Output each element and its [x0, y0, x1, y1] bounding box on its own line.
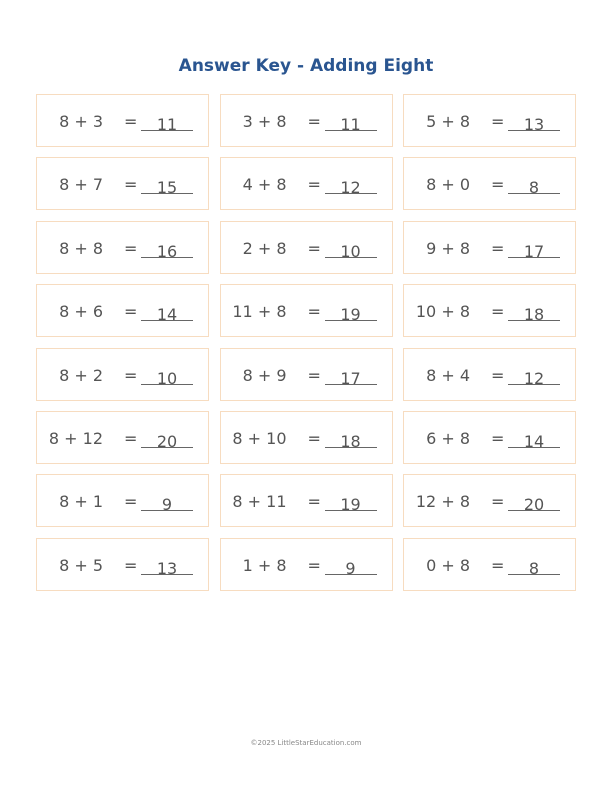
problem-cell: [220, 221, 393, 274]
problem-cell: [403, 411, 576, 464]
problem-text: 10 + 8: [415, 302, 470, 322]
problem-cell: [220, 348, 393, 401]
answer-text: 18: [523, 305, 545, 325]
problem-text: 8 + 0: [426, 175, 470, 195]
answer-text: 19: [340, 495, 361, 515]
problem-text: 8 + 12: [48, 429, 103, 448]
answer-text: 12: [340, 178, 361, 198]
page-title: Answer Key - Adding Eight: [178, 56, 434, 76]
equals-sign: =: [124, 238, 138, 258]
equals-sign: =: [491, 175, 505, 195]
equals-sign: =: [124, 492, 138, 512]
problem-text: 0 + 8: [426, 555, 470, 575]
problem-text: 9 + 8: [426, 238, 470, 258]
equals-sign: =: [491, 238, 505, 258]
equals-sign: =: [124, 365, 138, 385]
answer-text: 15: [156, 178, 178, 198]
problem-cell: [220, 538, 393, 591]
answer-text: 8: [528, 558, 540, 578]
problem-text: 8 + 5: [59, 555, 103, 575]
problem-text: 12 + 8: [415, 492, 470, 512]
problem-text: 8 + 4: [426, 365, 470, 385]
problem-cell: [220, 94, 393, 147]
problem-text: 1 + 8: [242, 555, 287, 575]
problem-cell: [36, 348, 209, 401]
equals-sign: =: [491, 492, 505, 512]
problem-cell: [403, 538, 576, 591]
problem-text: 6 + 8: [426, 429, 470, 448]
answer-text: 16: [156, 241, 178, 261]
problem-cell: [36, 94, 209, 147]
problem-text: 5 + 8: [426, 112, 470, 131]
equals-sign: =: [307, 302, 321, 322]
problem-text: 8 + 2: [59, 365, 103, 385]
answer-text: 12: [523, 368, 545, 388]
answer-text: 17: [523, 241, 545, 261]
problem-cell: [36, 474, 209, 527]
problem-cell: [403, 348, 576, 401]
equals-sign: =: [307, 112, 321, 131]
answer-text: 11: [156, 115, 178, 134]
problem-cell: [36, 411, 209, 464]
problem-cell: [220, 157, 393, 210]
answer-text: 11: [340, 115, 361, 134]
problem-cell: [403, 474, 576, 527]
problem-cell: [36, 157, 209, 210]
equals-sign: =: [124, 555, 138, 575]
equals-sign: =: [307, 365, 321, 385]
problem-cell: [36, 221, 209, 274]
problem-text: 2 + 8: [242, 238, 287, 258]
answer-text: 17: [340, 368, 361, 388]
equals-sign: =: [307, 555, 321, 575]
problem-cell: [403, 221, 576, 274]
problem-text: 8 + 1: [59, 492, 103, 512]
problem-text: 8 + 8: [59, 238, 103, 258]
problem-text: 8 + 7: [59, 175, 103, 195]
answer-text: 19: [340, 305, 361, 325]
problem-cell: [220, 411, 393, 464]
answer-text: 10: [340, 241, 361, 261]
problem-cell: [36, 284, 209, 337]
problem-text: 8 + 3: [59, 112, 103, 131]
problem-text: 4 + 8: [242, 175, 287, 195]
problem-text: 3 + 8: [242, 112, 287, 131]
equals-sign: =: [124, 112, 138, 131]
equals-sign: =: [307, 238, 321, 258]
problem-text: 11 + 8: [232, 302, 287, 322]
equals-sign: =: [491, 429, 505, 448]
problem-text: 8 + 11: [232, 492, 287, 512]
problem-text: 8 + 10: [232, 429, 287, 448]
equals-sign: =: [491, 112, 505, 131]
answer-text: 10: [156, 368, 178, 388]
equals-sign: =: [491, 302, 505, 322]
answer-text: 20: [523, 495, 545, 515]
answer-text: 8: [528, 178, 540, 198]
equals-sign: =: [307, 492, 321, 512]
answer-text: 18: [340, 432, 361, 451]
equals-sign: =: [307, 429, 321, 448]
equals-sign: =: [124, 175, 138, 195]
answer-text: 13: [156, 558, 178, 578]
answer-text: 14: [523, 432, 545, 451]
problem-cell: [36, 538, 209, 591]
problem-cell: [403, 157, 576, 210]
answer-text: 20: [156, 432, 178, 451]
equals-sign: =: [491, 555, 505, 575]
problem-grid: [36, 94, 576, 591]
answer-text: 9: [345, 558, 356, 578]
equals-sign: =: [124, 302, 138, 322]
answer-text: 13: [523, 115, 545, 134]
problem-cell: [220, 474, 393, 527]
equals-sign: =: [307, 175, 321, 195]
problem-text: 8 + 9: [242, 365, 287, 385]
answer-text: 9: [161, 495, 173, 515]
equals-sign: =: [124, 429, 138, 448]
problem-text: 8 + 6: [59, 302, 103, 322]
answer-text: 14: [156, 305, 178, 325]
problem-cell: [403, 284, 576, 337]
equals-sign: =: [491, 365, 505, 385]
footer-copyright: ©2025 LittleStarEducation.com: [250, 739, 362, 747]
problem-cell: [220, 284, 393, 337]
problem-cell: [403, 94, 576, 147]
